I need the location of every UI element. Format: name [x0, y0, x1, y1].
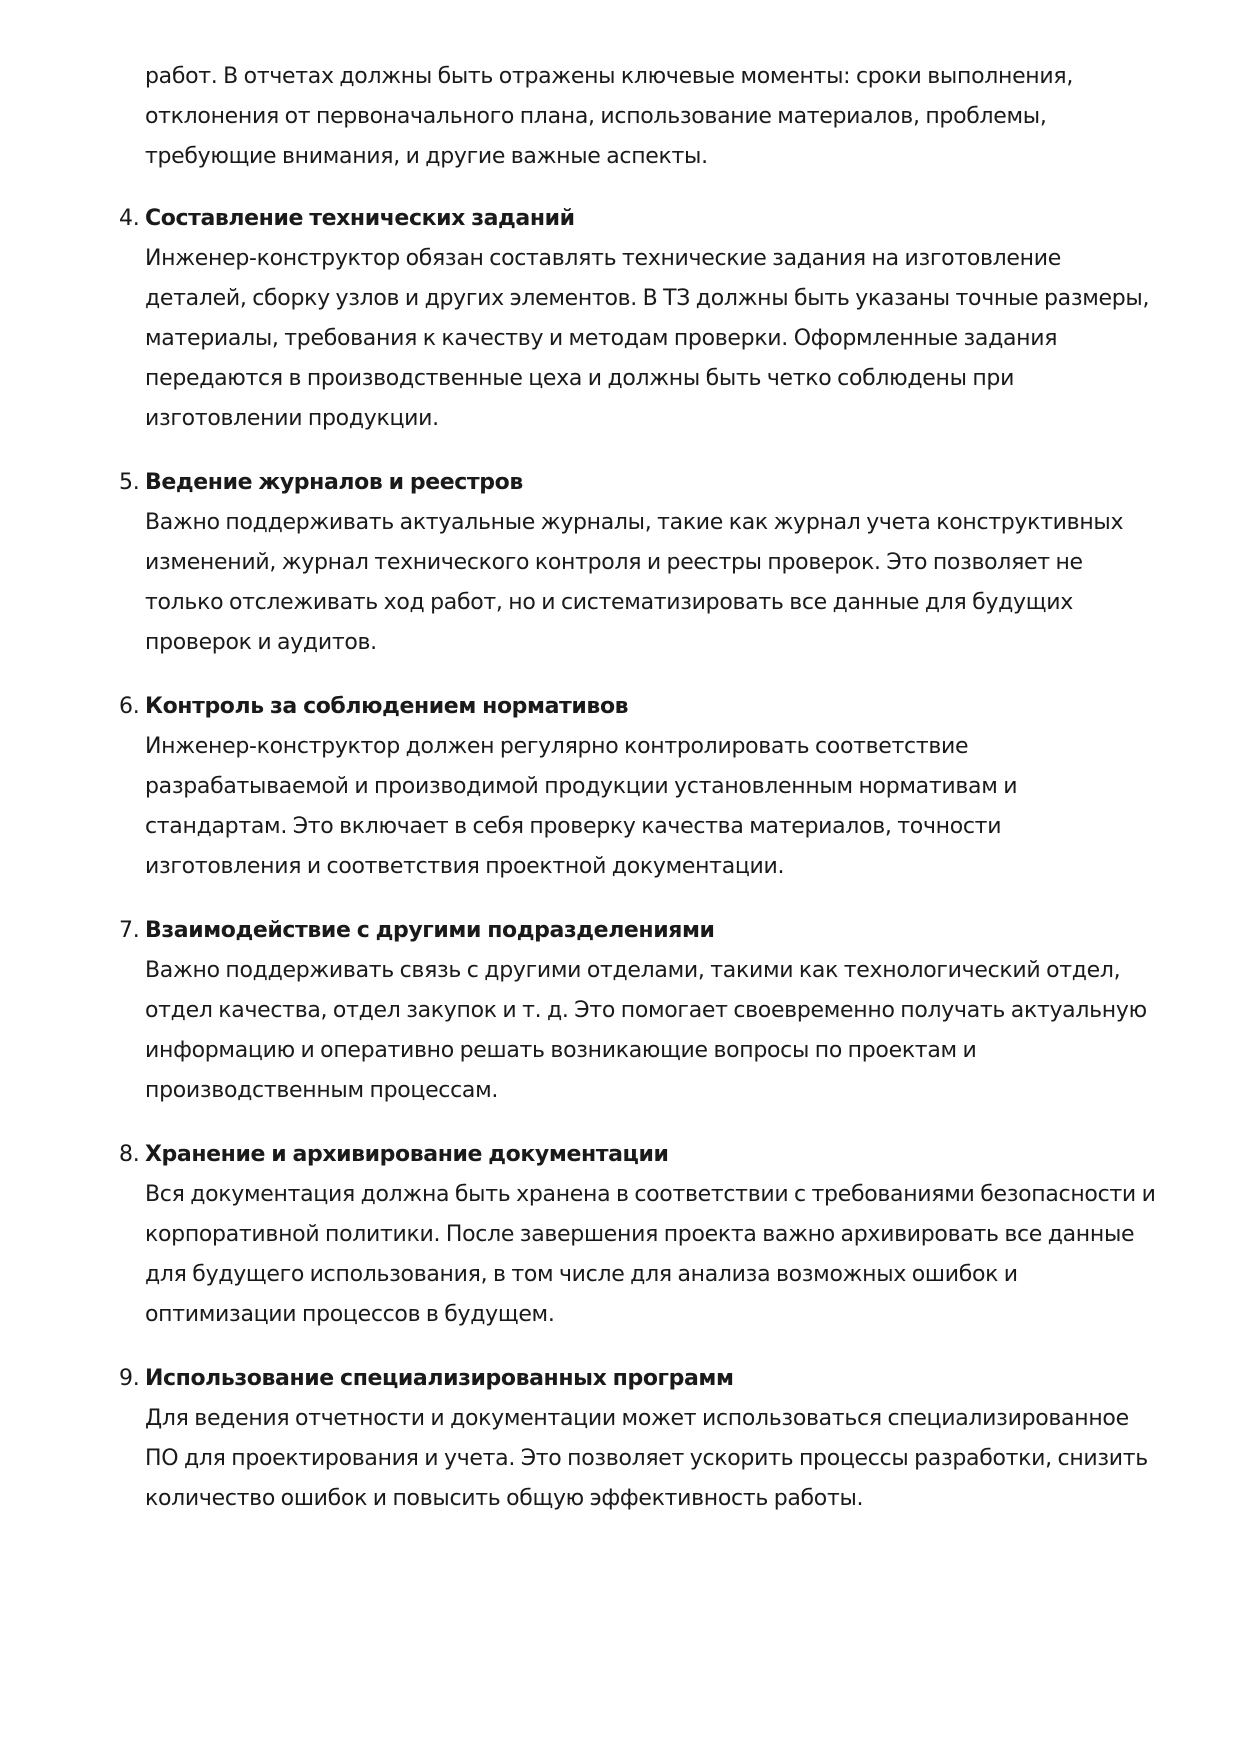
- list-item-text: Важно поддерживать актуальные журналы, такие как журнал учета конструктивных изменений, журнал технического контроля и реестры проверок. Это позволяет не только отслеживать ход работ, но и систематизировать все данные для будущих проверок и аудитов.: [145, 510, 1124, 655]
- list-item: [119, 1135, 1159, 1335]
- document-content: [119, 57, 1159, 1543]
- list-item-number: 4.: [119, 206, 140, 231]
- list-item-number: 8.: [119, 1142, 140, 1167]
- list-item-title: Контроль за соблюдением нормативов: [145, 694, 629, 719]
- list-item-body: [145, 199, 1159, 439]
- list-item: [119, 687, 1159, 887]
- list-item-title: Составление технических заданий: [145, 206, 575, 231]
- list-item: [119, 463, 1159, 663]
- list-item-body: [145, 687, 1159, 887]
- list-item-title: Взаимодействие с другими подразделениями: [145, 918, 715, 943]
- list-item: [119, 1359, 1159, 1519]
- list-item-title: Использование специализированных программ: [145, 1366, 734, 1391]
- list-item-text: Инженер-конструктор обязан составлять технические задания на изготовление деталей, сборку узлов и других элементов. В ТЗ должны быть указаны точные размеры, материалы, требования к качеству и методам проверки. Оформленные задания передаются в производственные цеха и должны быть четко соблюдены при изготовлении продукции.: [145, 246, 1150, 431]
- lead-paragraph: работ. В отчетах должны быть отражены ключевые моменты: сроки выполнения, отклонения от первоначального плана, использование материалов, проблемы, требующие внимания, и другие важные аспекты.: [145, 64, 1074, 169]
- list-item-title: Ведение журналов и реестров: [145, 470, 523, 495]
- list-item: [119, 199, 1159, 439]
- list-item-text: Важно поддерживать связь с другими отделами, такими как технологический отдел, отдел качества, отдел закупок и т. д. Это помогает своевременно получать актуальную информацию и оперативно решать возникающие вопросы по проектам и производственным процессам.: [145, 958, 1147, 1103]
- list-item-body: [145, 911, 1159, 1111]
- list-item-text: Вся документация должна быть хранена в соответствии с требованиями безопасности и корпоративной политики. После завершения проекта важно архивировать все данные для будущего использования, в том числе для анализа возможных ошибок и оптимизации процессов в будущем.: [145, 1182, 1156, 1327]
- list-item-number: 5.: [119, 470, 140, 495]
- list-item-text: Для ведения отчетности и документации может использоваться специализированное ПО для проектирования и учета. Это позволяет ускорить процессы разработки, снизить количество ошибок и повысить общую эффективность работы.: [145, 1406, 1148, 1511]
- list-item: [119, 911, 1159, 1111]
- list-item-body: [145, 1135, 1159, 1335]
- list-item-body: [145, 1359, 1159, 1519]
- list-item-body: [145, 463, 1159, 663]
- list-item-text: Инженер-конструктор должен регулярно контролировать соответствие разрабатываемой и производимой продукции установленным нормативам и стандартам. Это включает в себя проверку качества материалов, точности изготовления и соответствия проектной документации.: [145, 734, 1018, 879]
- list-item-number: 6.: [119, 694, 140, 719]
- list-item-number: 9.: [119, 1366, 140, 1391]
- list-item-number: 7.: [119, 918, 140, 943]
- list-item-title: Хранение и архивирование документации: [145, 1142, 669, 1167]
